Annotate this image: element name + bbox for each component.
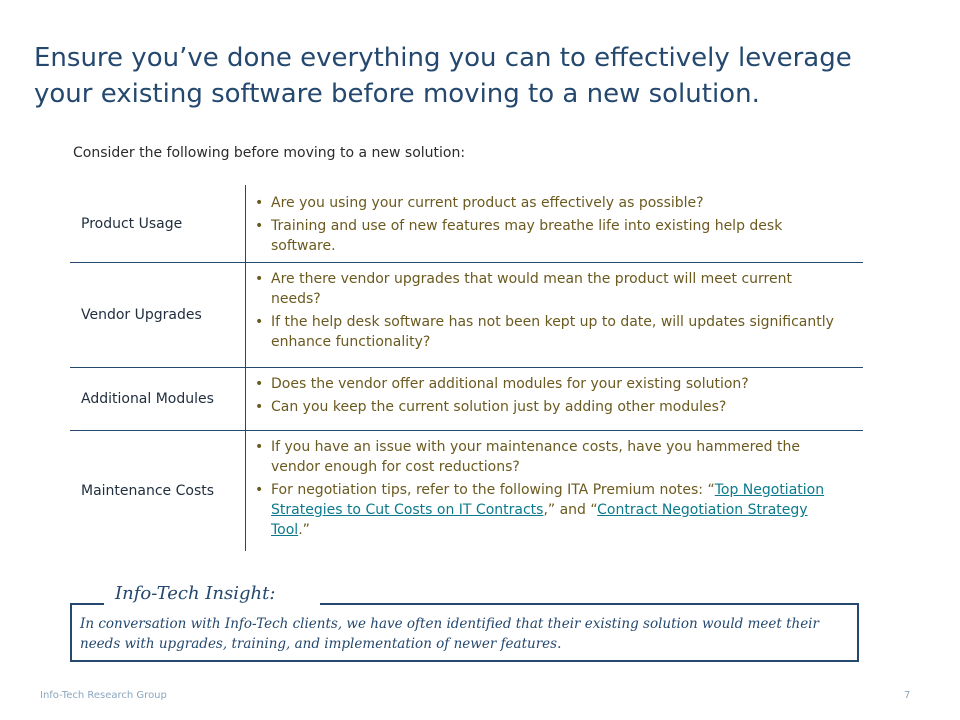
bullet-item: • If the help desk software has not been kept up to date, will updates significantly enhance functionality?: [253, 312, 843, 352]
top-negotiation-strategies-link[interactable]: Top Negotiation Strategies to Cut Costs on IT Contracts: [271, 482, 825, 518]
bullet-item: • If you have an issue with your maintenance costs, have you hammered the vendor enough for cost reductions?: [253, 437, 843, 477]
table-row: [70, 262, 863, 367]
bullet-item: • Are there vendor upgrades that would mean the product will meet current needs?: [253, 269, 843, 309]
row-label-vendor-upgrades: Vendor Upgrades: [81, 307, 202, 323]
contract-negotiation-tool-link[interactable]: Contract Negotiation Strategy Tool: [271, 502, 808, 538]
insight-heading: Info-Tech Insight:: [115, 583, 276, 604]
row-label-maintenance-costs: Maintenance Costs: [81, 483, 215, 499]
considerations-table: [70, 185, 863, 551]
title-line-1: Ensure you’ve done everything you can to effectively leverage: [34, 43, 852, 73]
note-suffix: .”: [298, 522, 310, 538]
row-content: [245, 185, 863, 262]
intro-text: Consider the following before moving to a new solution:: [73, 145, 466, 161]
page-number: 7: [904, 690, 911, 701]
table-row: [70, 367, 863, 430]
row-content: [245, 431, 863, 551]
table-row: [70, 185, 863, 262]
bullet-item: • Are you using your current product as effectively as possible?: [253, 193, 843, 213]
row-label-product-usage: Product Usage: [81, 215, 183, 232]
table-row: [70, 430, 863, 551]
row-content: [245, 263, 863, 367]
note-middle: ,” and “: [543, 502, 598, 518]
title-line-2: your existing software before moving to a new solution.: [34, 79, 760, 109]
row-content: [245, 368, 863, 430]
bullet-item: • Training and use of new features may breathe life into existing help desk software.: [253, 216, 843, 256]
row-label-additional-modules: Additional Modules: [81, 391, 214, 407]
page-title: [34, 40, 944, 112]
bullet-item: • Does the vendor offer additional modules for your existing solution?: [253, 374, 843, 394]
insight-text: In conversation with Info-Tech clients, we have often identified that their existing solution would meet their needs with upgrades, training, and implementation of newer features.: [80, 616, 819, 652]
bullet-item-negotiation-note: [253, 480, 843, 540]
bullet-item: • Can you keep the current solution just by adding other modules?: [253, 397, 843, 417]
footer-company: Info-Tech Research Group: [40, 690, 167, 701]
note-prefix: For negotiation tips, refer to the following ITA Premium notes: “: [271, 482, 715, 498]
